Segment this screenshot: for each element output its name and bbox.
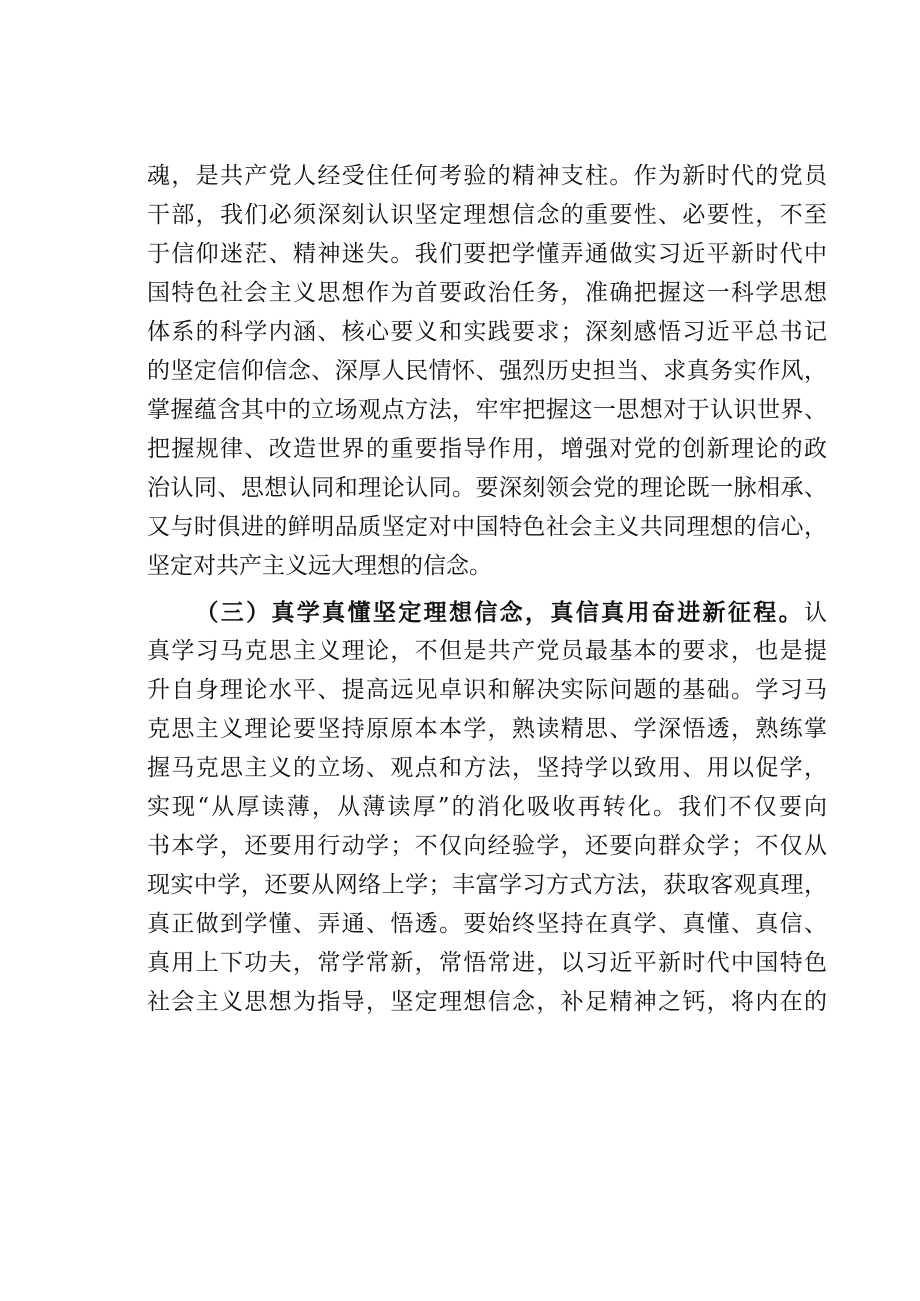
text-line: 书本学，还要用行动学；不仅向经验学，还要向群众学；不仅从 bbox=[147, 833, 827, 859]
text-line: 克思主义理论要坚持原原本本学，熟读精思、学深悟透，熟练掌 bbox=[147, 716, 827, 742]
text-line: 社会主义思想为指导，坚定理想信念，补足精神之钙，将内在的 bbox=[147, 989, 827, 1015]
section-3-paragraph bbox=[147, 593, 827, 1022]
text-line: 坚定对共产主义远大理想的信念。 bbox=[147, 553, 492, 579]
text-line: 真正做到学懂、弄通、悟透。要始终坚持在真学、真懂、真信、 bbox=[147, 911, 827, 937]
text-line: 又与时俱进的鲜明品质坚定对中国特色社会主义共同理想的信心， bbox=[147, 514, 827, 540]
text-line: 掌握蕴含其中的立场观点方法，牢牢把握这一思想对于认识世界、 bbox=[147, 397, 827, 423]
text-line: 治认同、思想认同和理论认同。要深刻领会党的理论既一脉相承、 bbox=[147, 475, 827, 501]
text-line: 魂，是共产党人经受住任何考验的精神支柱。作为新时代的党员 bbox=[147, 163, 827, 189]
document-body bbox=[147, 157, 827, 1022]
text-line: 升自身理论水平、提高远见卓识和解决实际问题的基础。学习马 bbox=[147, 677, 827, 703]
text-line: 于信仰迷茫、精神迷失。我们要把学懂弄通做实习近平新时代中 bbox=[147, 241, 827, 267]
text-line: 真用上下功夫，常学常新，常悟常进，以习近平新时代中国特色 bbox=[147, 950, 827, 976]
section-heading-line bbox=[147, 593, 827, 632]
heading-line-tail: 认 bbox=[804, 600, 827, 626]
text-line: 体系的科学内涵、核心要义和实践要求；深刻感悟习近平总书记 bbox=[147, 319, 827, 345]
text-line: 现实中学，还要从网络上学；丰富学习方式方法，获取客观真理， bbox=[147, 872, 827, 898]
text-line: 国特色社会主义思想作为首要政治任务，准确把握这一科学思想 bbox=[147, 280, 827, 306]
paragraph-continuation bbox=[147, 157, 827, 586]
text-line: 实现“从厚读薄，从薄读厚”的消化吸收再转化。我们不仅要向 bbox=[147, 794, 827, 820]
text-line: 把握规律、改造世界的重要指导作用，增强对党的创新理论的政 bbox=[147, 436, 827, 462]
text-line: 的坚定信仰信念、深厚人民情怀、强烈历史担当、求真务实作风， bbox=[147, 358, 827, 384]
section-heading: （三）真学真懂坚定理想信念，真信真用奋进新征程。 bbox=[193, 599, 804, 626]
text-line: 握马克思主义的立场、观点和方法，坚持学以致用、用以促学， bbox=[147, 755, 827, 781]
text-line: 真学习马克思主义理论，不但是共产党员最基本的要求，也是提 bbox=[147, 638, 827, 664]
text-line: 干部，我们必须深刻认识坚定理想信念的重要性、必要性，不至 bbox=[147, 202, 827, 228]
